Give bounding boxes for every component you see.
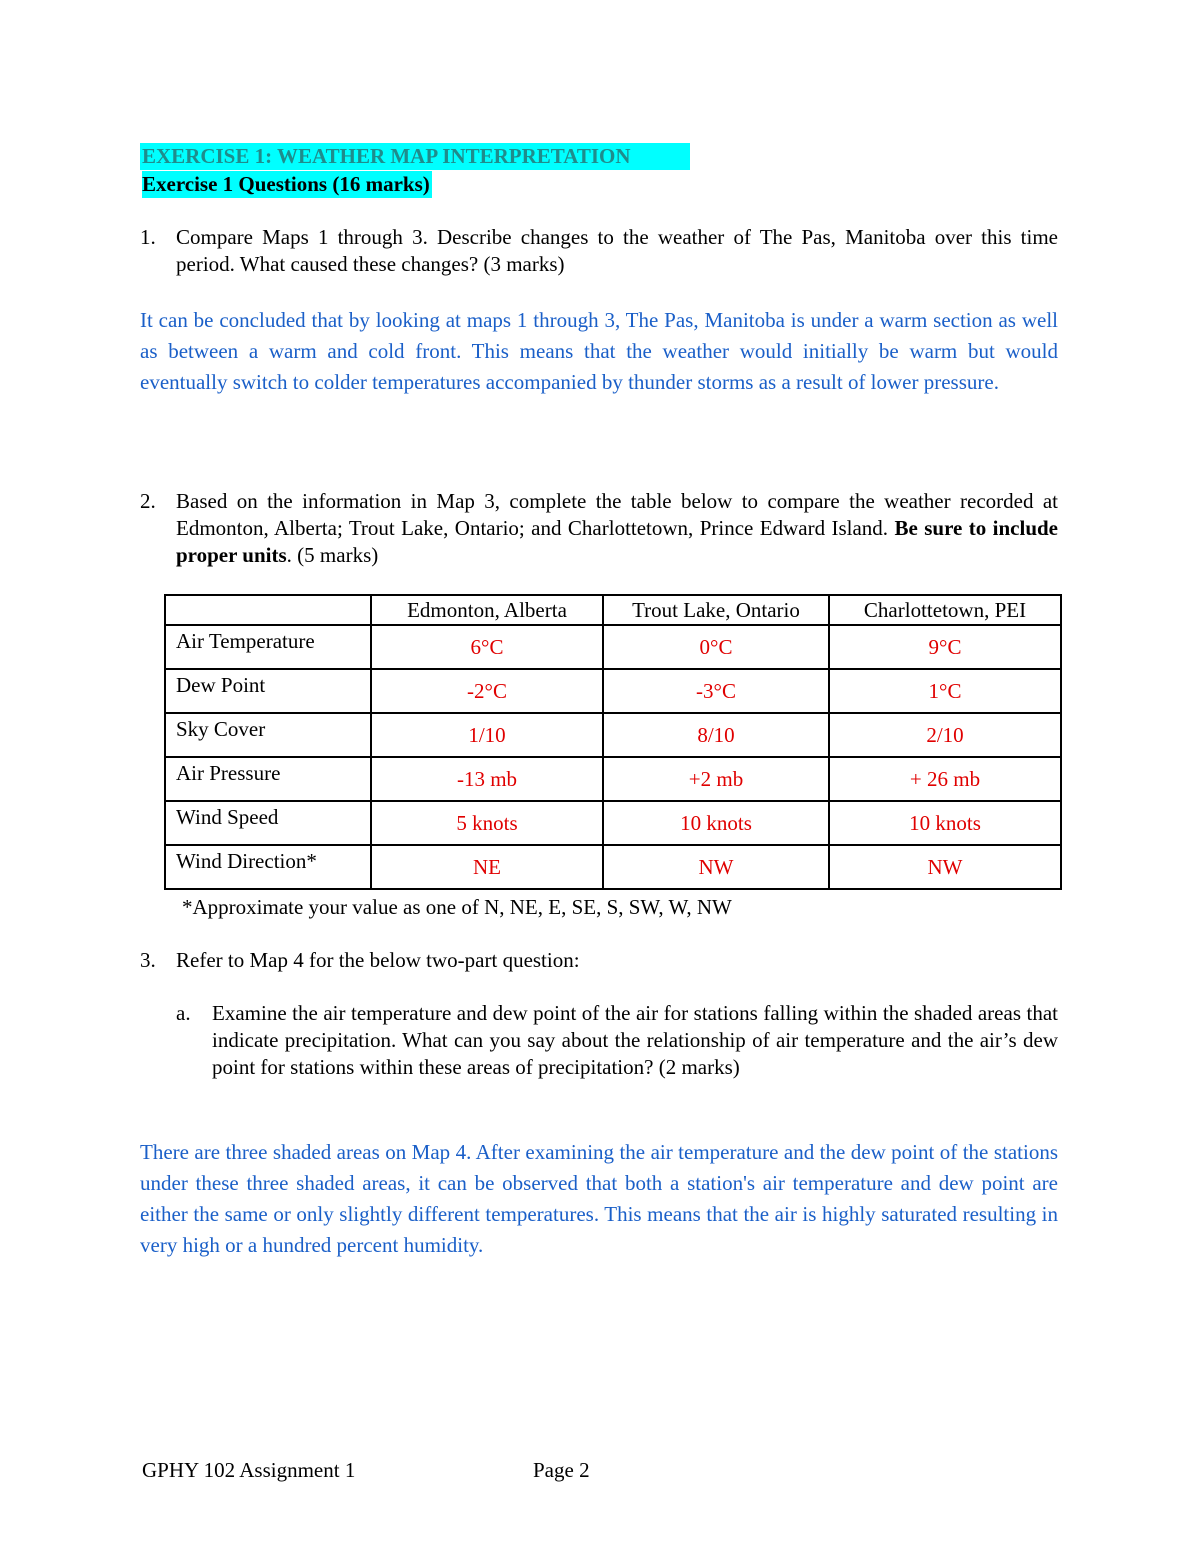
table-cell: NE bbox=[371, 845, 603, 889]
footer-page-number: Page 2 bbox=[533, 1458, 590, 1482]
table-cell: -3°C bbox=[603, 669, 829, 713]
question-1 bbox=[140, 224, 1058, 278]
question-text: Refer to Map 4 for the below two-part question: bbox=[176, 948, 580, 972]
table-header-cell: Trout Lake, Ontario bbox=[603, 595, 829, 625]
question-3a bbox=[176, 1000, 1058, 1081]
table-cell: -2°C bbox=[371, 669, 603, 713]
row-label: Air Pressure bbox=[165, 757, 371, 801]
table-row bbox=[165, 669, 1061, 713]
row-label: Dew Point bbox=[165, 669, 371, 713]
table-cell: 6°C bbox=[371, 625, 603, 669]
question-text-part: Based on the information in Map 3, complete the table below to compare the weather recorded at Edmonton, Alberta; Trout Lake, Ontario; and Charlottetown, Prince Edward Island. bbox=[176, 489, 1058, 540]
table-cell: 10 knots bbox=[603, 801, 829, 845]
table-note: *Approximate your value as one of N, NE, E, SE, S, SW, W, NW bbox=[182, 895, 732, 919]
table-row bbox=[165, 625, 1061, 669]
table-cell: 8/10 bbox=[603, 713, 829, 757]
table-row bbox=[165, 801, 1061, 845]
table-cell: + 26 mb bbox=[829, 757, 1061, 801]
table-cell: 1°C bbox=[829, 669, 1061, 713]
subquestion-text: Examine the air temperature and dew point of the air for stations falling within the shaded areas that indicate precipitation. What can you say about the relationship of air temperature and the air’s dew point for stations within these areas of precipitation? (2 marks) bbox=[212, 1001, 1058, 1079]
table-cell: 1/10 bbox=[371, 713, 603, 757]
answer-3a: There are three shaded areas on Map 4. After examining the air temperature and the dew point of the stations under these three shaded areas, it can be observed that both a station's air temperature and dew point are either the same or only slightly different temperatures. This means that the air is highly saturated resulting in very high or a hundred percent humidity. bbox=[140, 1140, 1058, 1257]
footer-course: GPHY 102 Assignment 1 bbox=[142, 1458, 356, 1482]
question-text bbox=[176, 488, 1058, 569]
table-header-cell bbox=[165, 595, 371, 625]
answer-1: It can be concluded that by looking at maps 1 through 3, The Pas, Manitoba is under a warm section as well as between a warm and cold front. This means that the weather would initially be warm but would eventually switch to colder temperatures accompanied by thunder storms as a result of lower pressure. bbox=[140, 308, 1058, 394]
table-cell: 9°C bbox=[829, 625, 1061, 669]
row-label: Sky Cover bbox=[165, 713, 371, 757]
row-label: Wind Direction* bbox=[165, 845, 371, 889]
question-3 bbox=[140, 947, 1058, 974]
question-text: Compare Maps 1 through 3. Describe changes to the weather of The Pas, Manitoba over this time period. What caused these changes? (3 marks) bbox=[176, 225, 1058, 276]
question-2 bbox=[140, 488, 1058, 569]
table-cell: NW bbox=[829, 845, 1061, 889]
table-cell: 5 knots bbox=[371, 801, 603, 845]
table-cell: NW bbox=[603, 845, 829, 889]
table-header-cell: Charlottetown, PEI bbox=[829, 595, 1061, 625]
table-cell: 2/10 bbox=[829, 713, 1061, 757]
weather-table bbox=[164, 594, 1062, 890]
table-row bbox=[165, 845, 1061, 889]
question-text-part: . (5 marks) bbox=[286, 543, 379, 567]
table-row bbox=[165, 713, 1061, 757]
table-header-row bbox=[165, 595, 1061, 625]
table-header-cell: Edmonton, Alberta bbox=[371, 595, 603, 625]
exercise-title: EXERCISE 1: WEATHER MAP INTERPRETATION bbox=[142, 144, 631, 168]
row-label: Air Temperature bbox=[165, 625, 371, 669]
table-row bbox=[165, 757, 1061, 801]
question-number: 3. bbox=[140, 948, 156, 972]
table-cell: 0°C bbox=[603, 625, 829, 669]
question-number: 2. bbox=[140, 489, 156, 513]
table-cell: +2 mb bbox=[603, 757, 829, 801]
table-cell: 10 knots bbox=[829, 801, 1061, 845]
question-number: 1. bbox=[140, 225, 156, 249]
table-cell: -13 mb bbox=[371, 757, 603, 801]
row-label: Wind Speed bbox=[165, 801, 371, 845]
subquestion-label: a. bbox=[176, 1001, 191, 1025]
exercise-subtitle: Exercise 1 Questions (16 marks) bbox=[142, 172, 430, 196]
question-text-bold: Be sure to include proper units bbox=[176, 516, 1058, 567]
